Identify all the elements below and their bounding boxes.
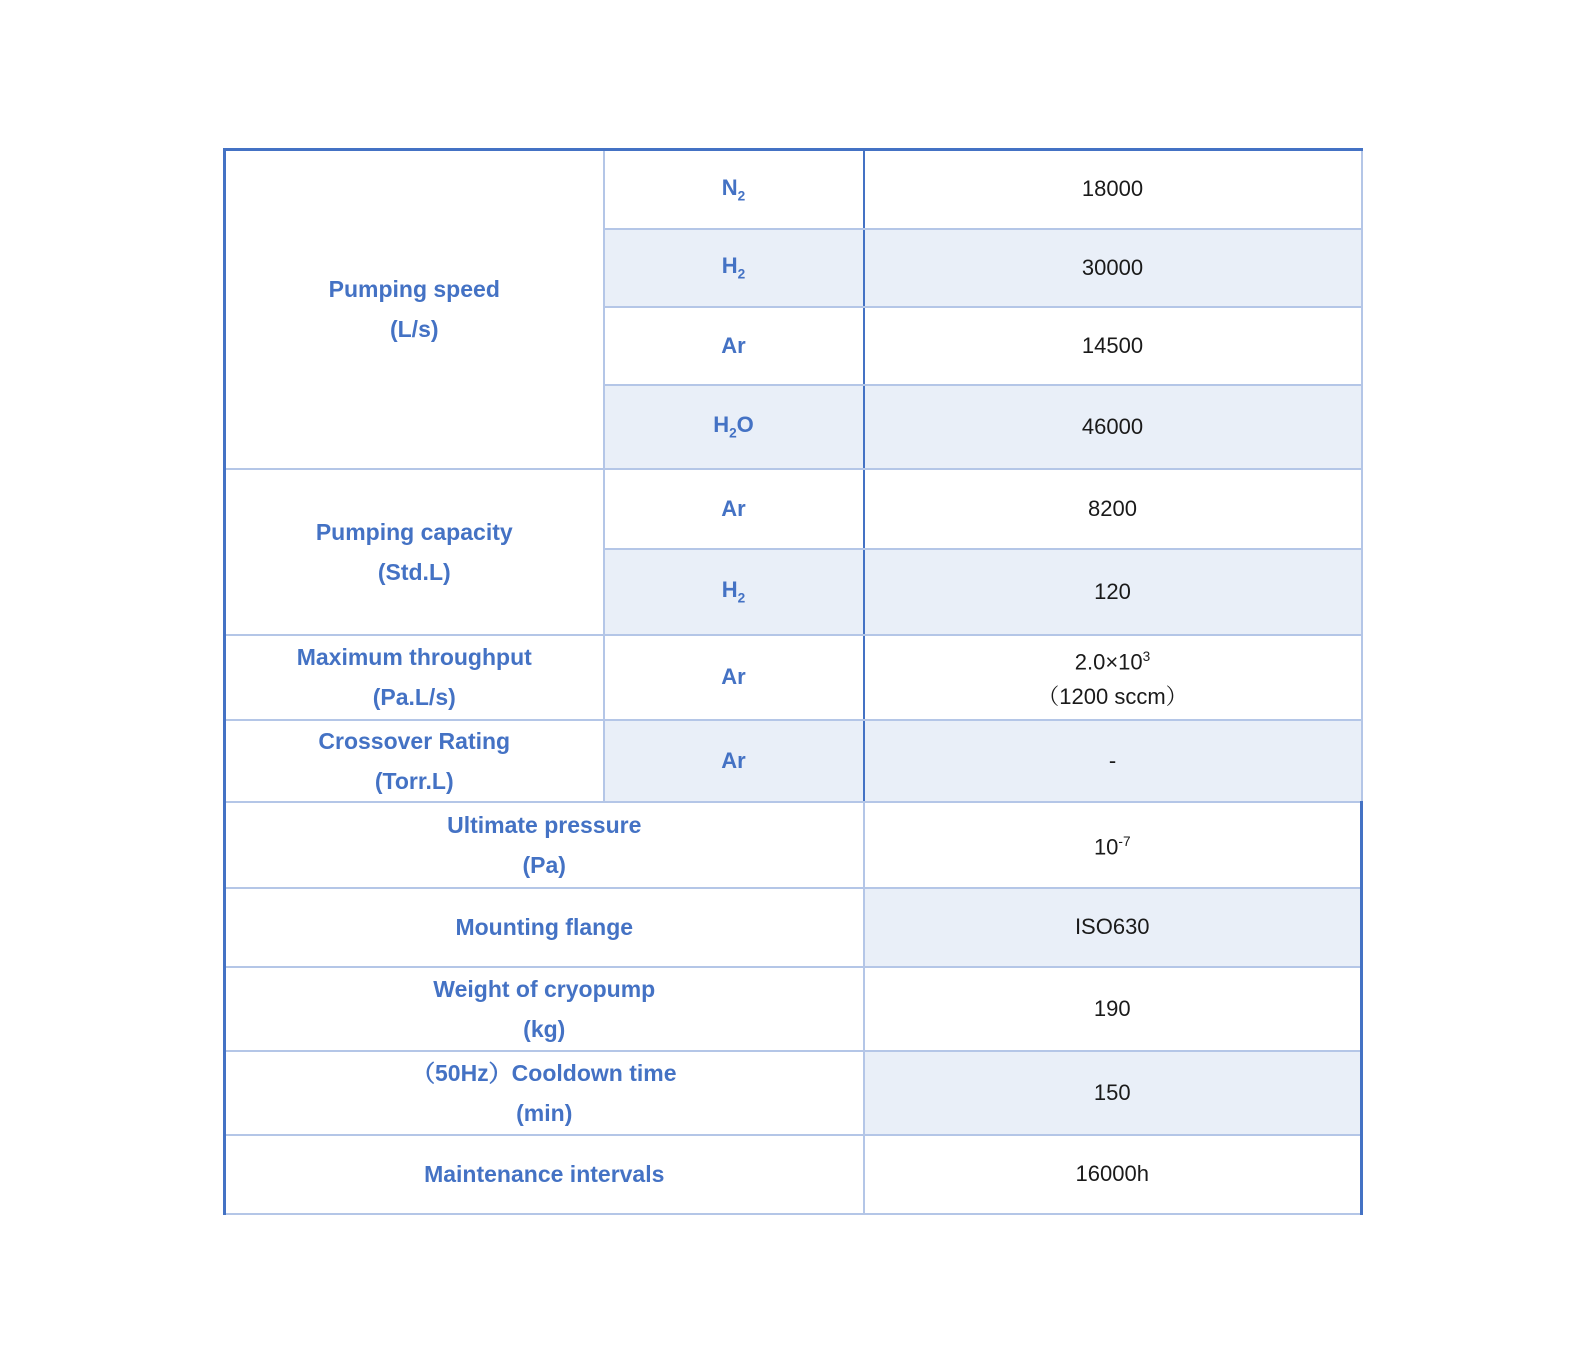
section-label: Maximum throughput (Pa.L/s)	[225, 635, 604, 720]
spec-value: $10^{-7}$	[864, 802, 1362, 888]
section-label: Pumping speed (L/s)	[225, 150, 604, 469]
gas-label: Ar	[604, 469, 864, 549]
spec-value: 46000	[864, 385, 1362, 469]
spec-value: 190	[864, 967, 1362, 1051]
spec-value: 150	[864, 1051, 1362, 1135]
gas-label: $H_2$	[604, 229, 864, 307]
spec-label: Mounting flange	[225, 888, 864, 967]
spec-label: Ultimate pressure (Pa)	[225, 802, 864, 888]
spec-value: ISO630	[864, 888, 1362, 967]
spec-label: （50Hz）Cooldown time (min)	[225, 1051, 864, 1135]
spec-value: 120	[864, 549, 1362, 635]
table-row	[225, 1135, 1362, 1214]
section-label: Crossover Rating (Torr.L)	[225, 720, 604, 802]
cryopump-spec-table	[223, 148, 1363, 1215]
gas-label: $N_2$	[604, 150, 864, 229]
gas-label: Ar	[604, 635, 864, 720]
gas-label: $H_2O$	[604, 385, 864, 469]
table-row	[225, 1051, 1362, 1135]
section-label: Pumping capacity (Std.L)	[225, 469, 604, 635]
spec-value: $2.0\times 10^3$ （1200 sccm）	[864, 635, 1362, 720]
spec-value: 14500	[864, 307, 1362, 385]
spec-label: Weight of cryopump (kg)	[225, 967, 864, 1051]
table-row	[225, 720, 1362, 802]
spec-value: 8200	[864, 469, 1362, 549]
spec-value: 30000	[864, 229, 1362, 307]
spec-value: 18000	[864, 150, 1362, 229]
spec-value: -	[864, 720, 1362, 802]
gas-label: Ar	[604, 307, 864, 385]
table-row	[225, 888, 1362, 967]
table-row	[225, 635, 1362, 720]
table-row	[225, 802, 1362, 888]
table-row	[225, 967, 1362, 1051]
gas-label: Ar	[604, 720, 864, 802]
spec-label: Maintenance intervals	[225, 1135, 864, 1214]
gas-label: $H_2$	[604, 549, 864, 635]
spec-table-body	[225, 150, 1362, 1214]
table-row	[225, 150, 1362, 229]
spec-value: 16000h	[864, 1135, 1362, 1214]
table-row	[225, 469, 1362, 549]
